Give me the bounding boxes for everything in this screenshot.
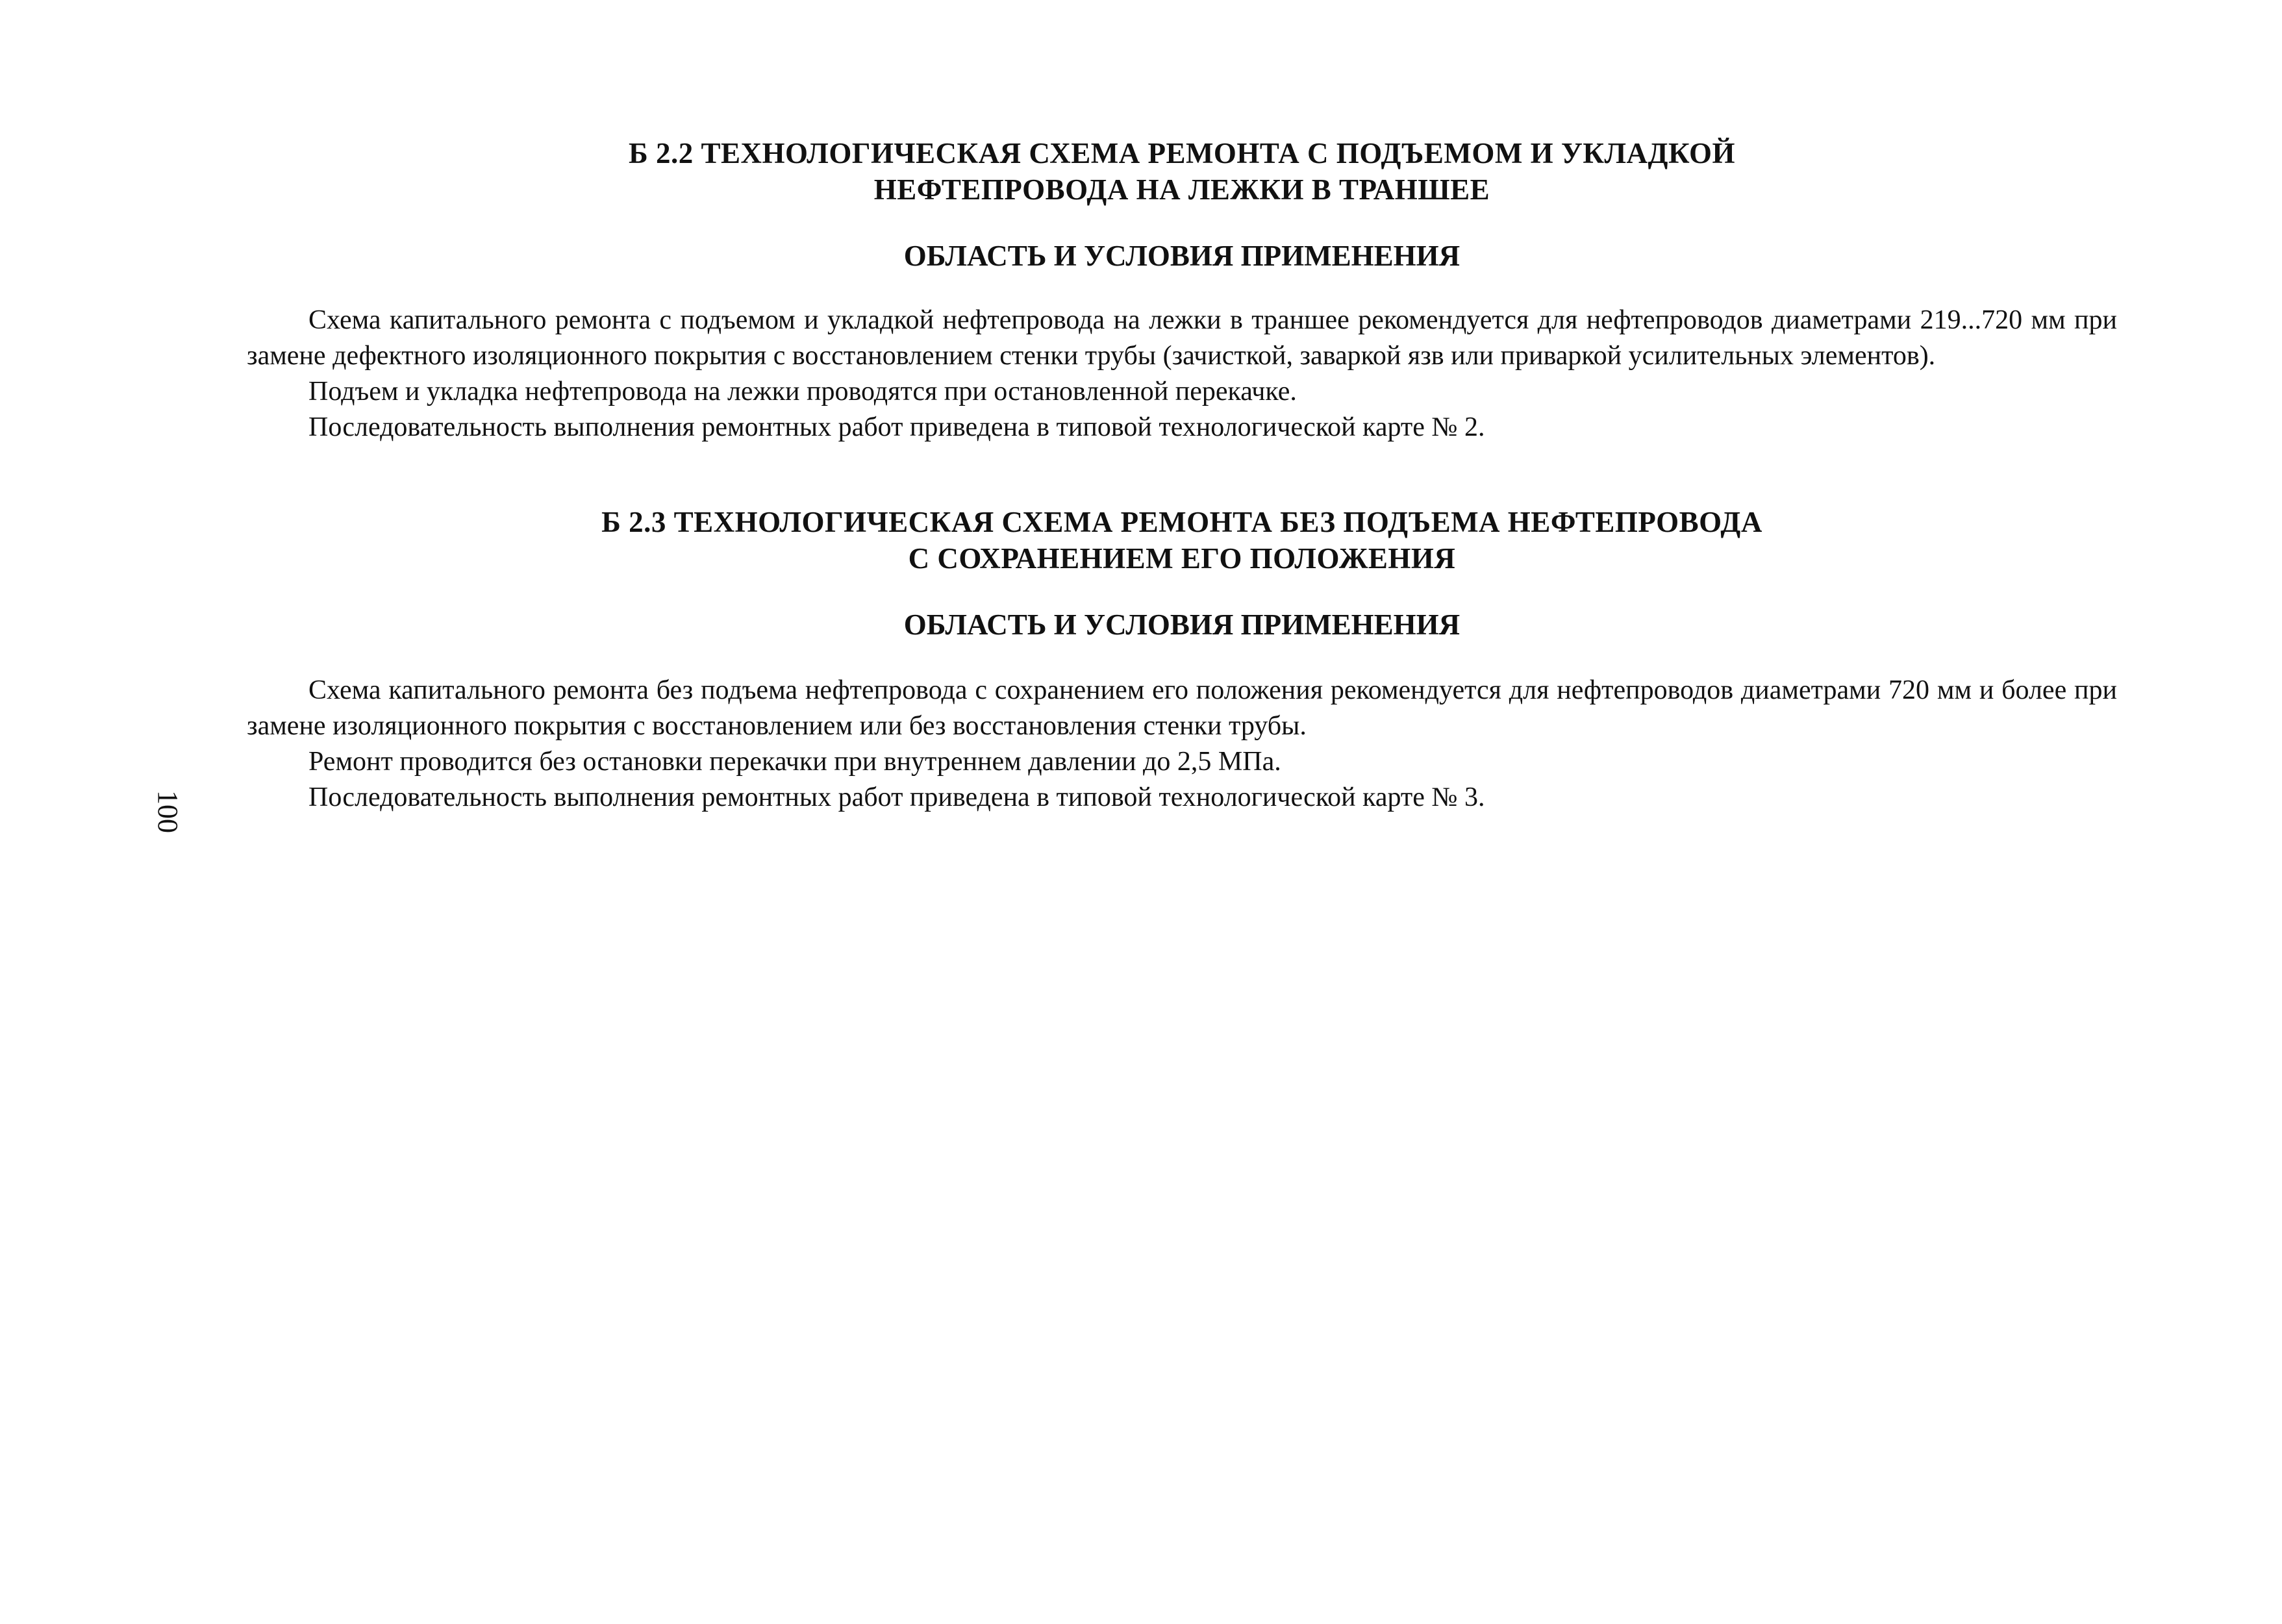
heading-line: С СОХРАНЕНИЕМ ЕГО ПОЛОЖЕНИЯ — [908, 542, 1456, 575]
paragraph: Последовательность выполнения ремонтных работ приведена в типовой технологической карте № 2. — [308, 412, 1485, 442]
heading-line: НЕФТЕПРОВОДА НА ЛЕЖКИ В ТРАНШЕЕ — [873, 173, 1490, 206]
section-subheading: ОБЛАСТЬ И УСЛОВИЯ ПРИМЕНЕНИЯ — [903, 608, 1461, 641]
paragraph: Схема капитального ремонта с подъемом и укладкой нефтепровода на лежки в траншее рекомендуется для нефтепроводов диаметрами 219...720 мм при замене дефектного изоляционного покрытия с восстановлением стенки трубы (зачисткой, заваркой язв или приваркой усилительных элементов). — [247, 305, 2117, 371]
paragraph: Подъем и укладка нефтепровода на лежки проводятся при остановленной перекачке. — [308, 377, 1297, 406]
section-subheading: ОБЛАСТЬ И УСЛОВИЯ ПРИМЕНЕНИЯ — [903, 240, 1461, 272]
heading-line: Б 2.3 ТЕХНОЛОГИЧЕСКАЯ СХЕМА РЕМОНТА БЕЗ ПОДЪЕМА НЕФТЕПРОВОДА — [601, 506, 1762, 538]
section-body — [247, 673, 2117, 816]
paragraph: Ремонт проводится без остановки перекачки при внутреннем давлении до 2,5 МПа. — [308, 747, 1281, 777]
page-number: 100 — [152, 790, 184, 833]
paragraph: Схема капитального ремонта без подъема нефтепровода с сохранением его положения рекомендуется для нефтепроводов диаметрами 720 мм и более при замене изоляционного покрытия с восстановлением или без восстановления стенки трубы. — [247, 675, 2117, 741]
section-heading-b23 — [247, 504, 2117, 577]
heading-line: Б 2.2 ТЕХНОЛОГИЧЕСКАЯ СХЕМА РЕМОНТА С ПОДЪЕМОМ И УКЛАДКОЙ — [629, 137, 1735, 169]
section-heading-b22 — [247, 135, 2117, 208]
section-body — [247, 303, 2117, 445]
paragraph: Последовательность выполнения ремонтных работ приведена в типовой технологической карте № 3. — [308, 782, 1485, 812]
